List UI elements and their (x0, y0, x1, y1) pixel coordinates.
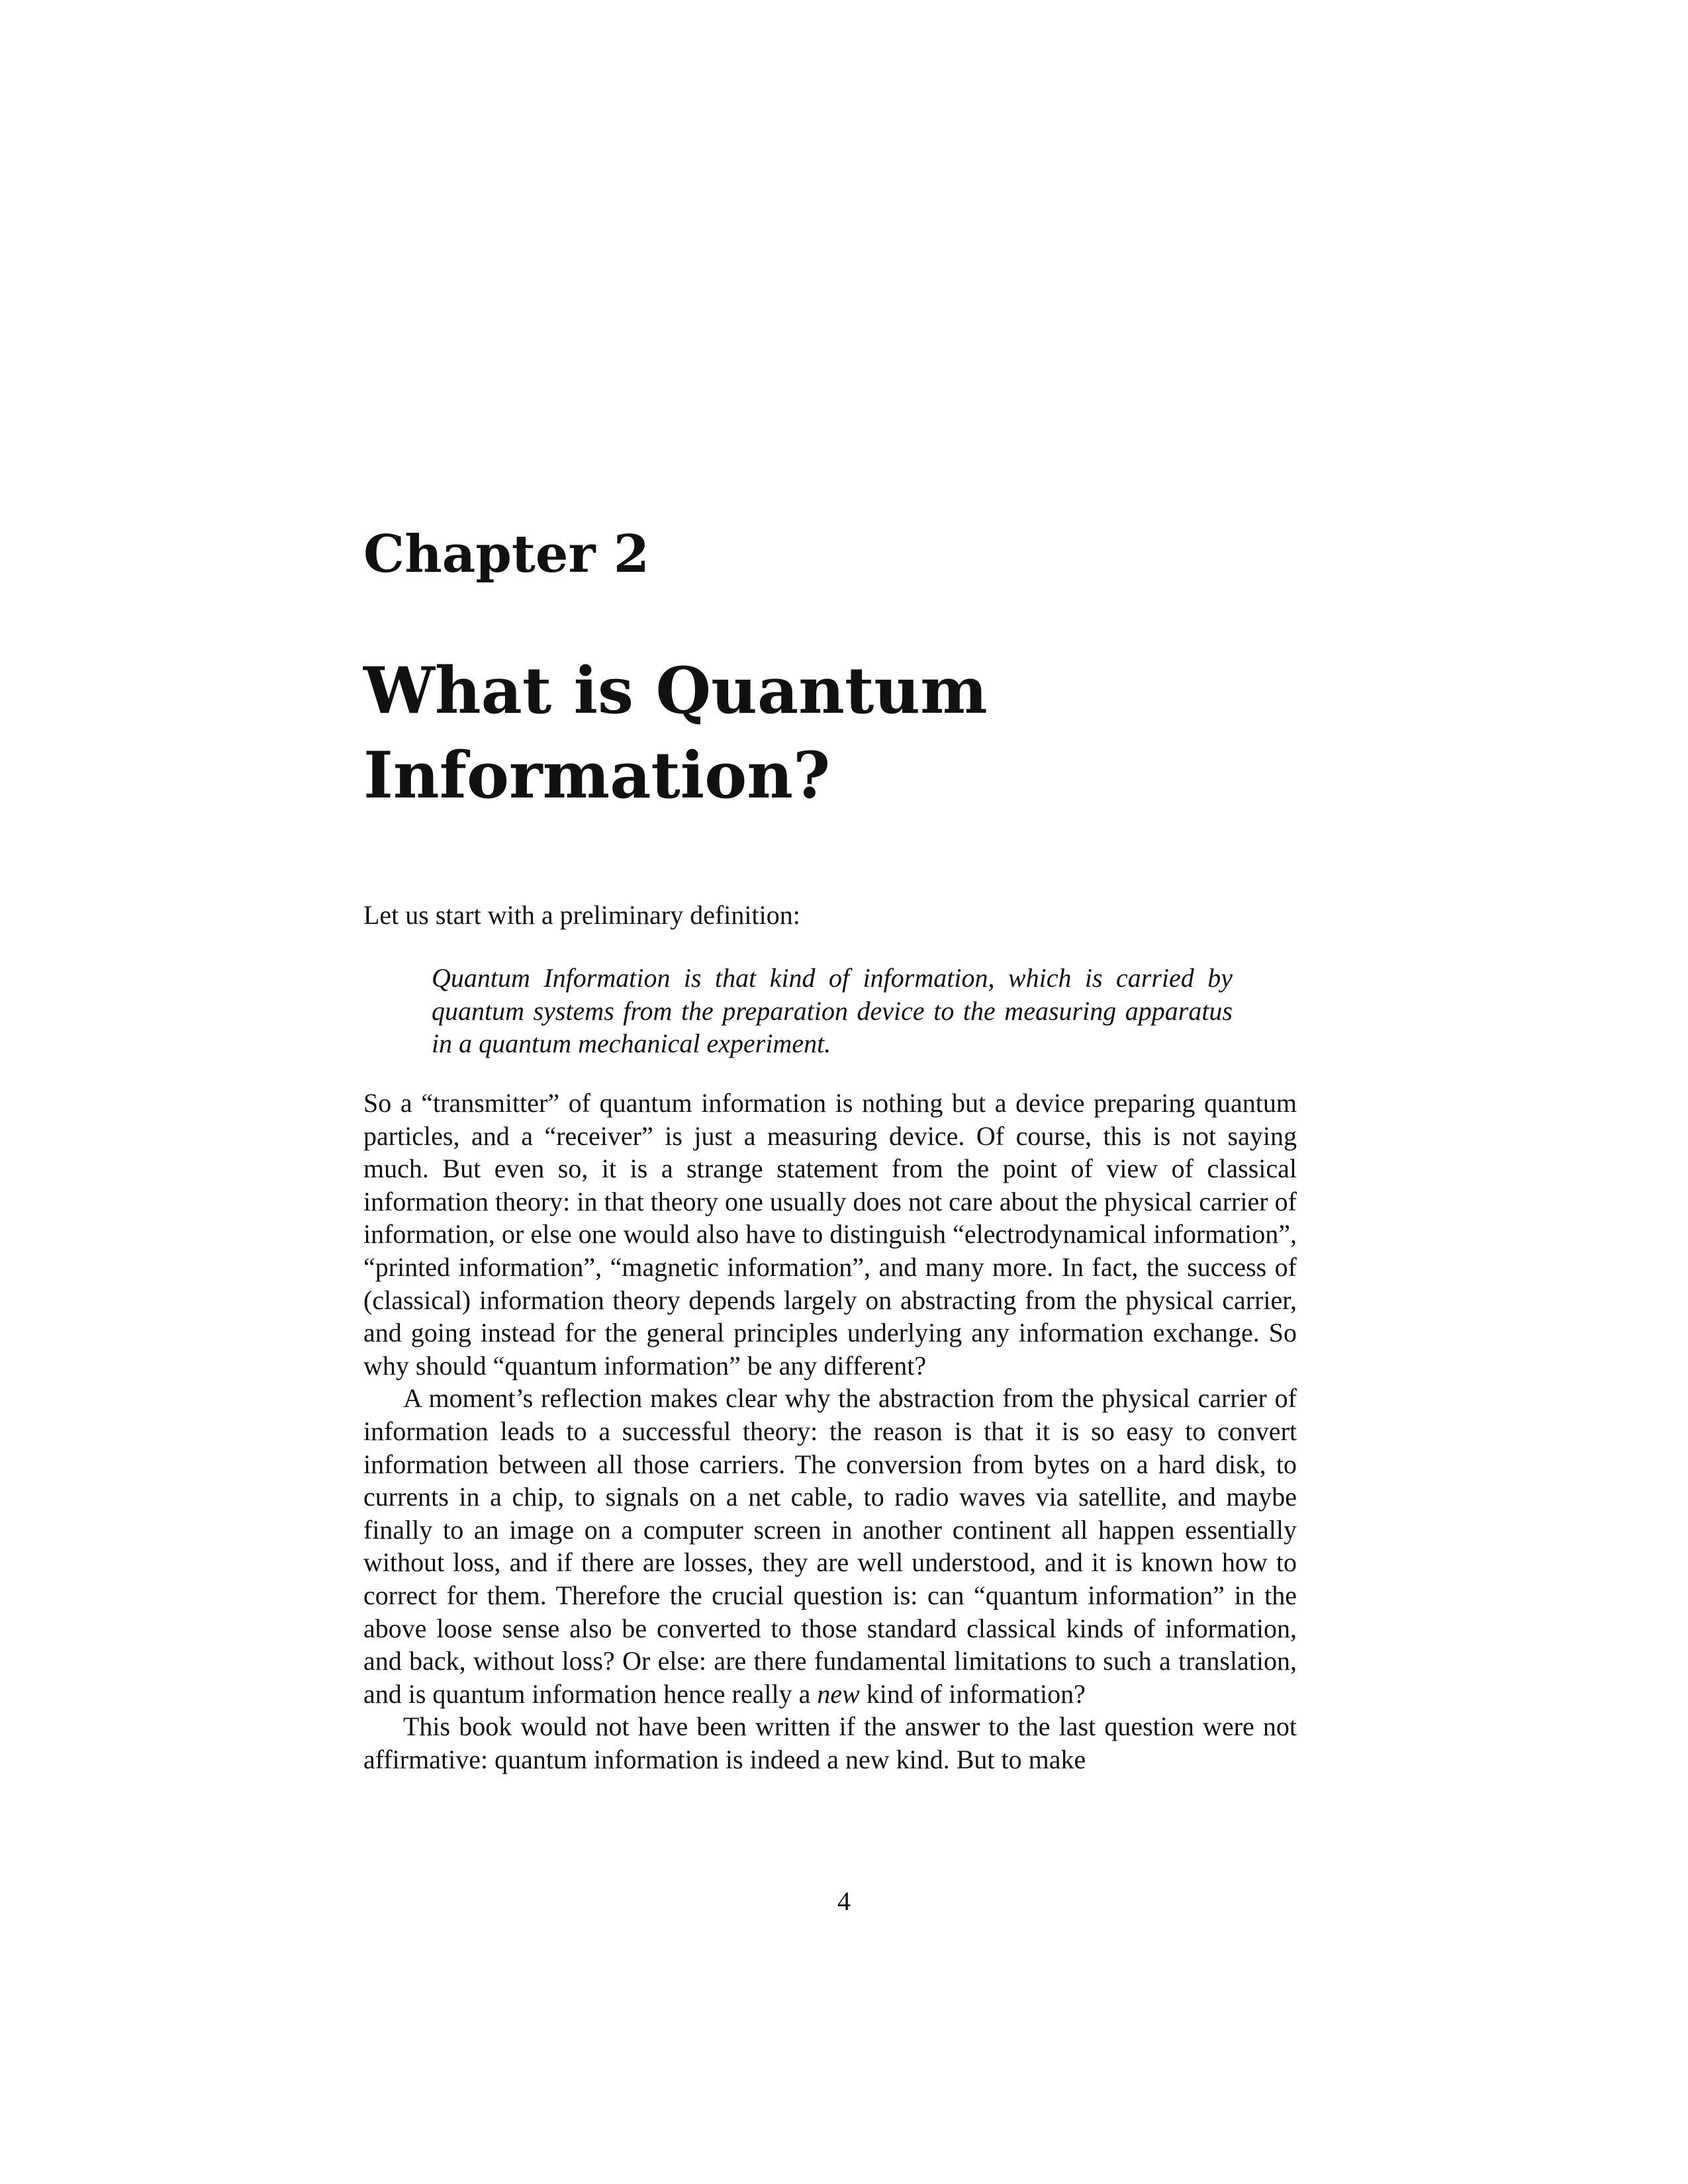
paragraph-2-text-b: kind of information? (859, 1678, 1086, 1709)
chapter-title-line-1: What is Quantum (363, 653, 988, 728)
definition-block (432, 962, 1233, 1060)
definition-text: Quantum Information is that kind of information, which is carried by quantum systems from the preparation device to the measuring apparatus in a quantum mechanical experiment. (432, 963, 1233, 1059)
intro-sentence: Let us start with a preliminary definition: (363, 900, 800, 930)
paragraph-2-emphasis: new (817, 1678, 860, 1709)
intro-text (363, 899, 1297, 932)
chapter-title-line-2: Information? (363, 738, 831, 813)
paragraph-2-text-a: A moment’s reflection makes clear why the abstraction from the physical carrier of information leads to a successful theory: the reason is that it is so easy to convert information between all those carriers. The conversion from bytes on a hard disk, to currents in a chip, to signals on a net cable, to radio waves via satellite, and maybe finally to an image on a computer screen in another continent all happen essentially without loss, and if there are losses, they are well understood, and it is known how to correct for them. Therefore the crucial question is: can “quantum information” in the above loose sense also be converted to those standard classical kinds of information, and back, without loss? Or else: are there fundamental limitations to such a translation, and is quantum information hence really a (363, 1383, 1297, 1709)
paragraph-1: So a “transmitter” of quantum information is nothing but a device preparing quantum particles, and a “receiver” is just a measuring device. Of course, this is not saying much. But even so, it is a strange statement from the point of view of classical information theory: in that theory one usually does not care about the physical carrier of information, or else one would also have to distinguish “electrodynamical information”, “printed information”, “magnetic information”, and many more. In fact, the success of (classical) information theory depends largely on abstracting from the physical carrier, and going instead for the general principles underlying any information exchange. So why should “quantum information” be any different? (363, 1088, 1297, 1381)
page-number: 4 (837, 1886, 851, 1916)
chapter-label: Chapter 2 (363, 524, 650, 584)
paragraph-3: This book would not have been written if the answer to the last question were not affirmative: quantum information is indeed a new kind. But to make (363, 1711, 1297, 1774)
paragraph-2 (363, 1382, 1297, 1710)
body-text (363, 1087, 1297, 1776)
chapter-title (363, 649, 1423, 818)
